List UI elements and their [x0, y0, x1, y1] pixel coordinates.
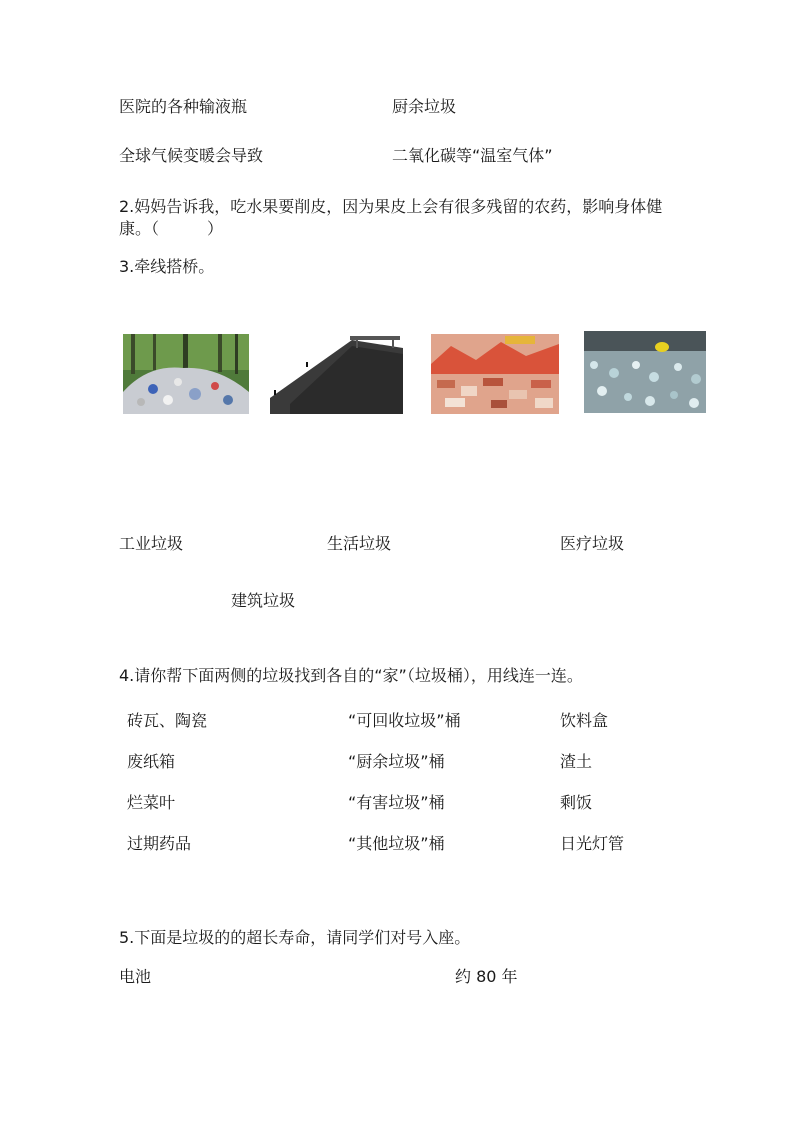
glass-bottles-photo: [584, 331, 706, 413]
q5-title: 5.下面是垃圾的的超长寿命，请同学们对号入座。: [119, 928, 471, 947]
q4-bin-label: “有害垃圾”桶: [348, 793, 445, 812]
q1-row2-right: 二氧化碳等“温室气体”: [392, 146, 553, 165]
q4-right-item: 渣土: [560, 752, 593, 771]
q4-left-item: 废纸箱: [127, 752, 176, 771]
q3-label-construction: 建筑垃圾: [231, 591, 296, 610]
q4-bin-label: “厨余垃圾”桶: [348, 752, 445, 771]
q3-label-household: 生活垃圾: [327, 534, 392, 553]
q4-title: 4.请你帮下面两侧的垃圾找到各自的“家”（垃圾桶），用线连一连。: [119, 666, 583, 685]
q4-bin-label: “其他垃圾”桶: [348, 834, 445, 853]
q4-right-item: 剩饭: [560, 793, 593, 812]
rubbish-pile-photo: [123, 334, 249, 414]
q3-label-medical: 医疗垃圾: [560, 534, 625, 553]
q3-label-industrial: 工业垃圾: [119, 534, 184, 553]
q5-right-item: 约 80 年: [455, 967, 518, 986]
coal-heap-photo: [270, 334, 403, 414]
q4-right-item: 饮料盒: [560, 711, 609, 730]
q4-right-item: 日光灯管: [560, 834, 625, 853]
q2-text: 2.妈妈告诉我，吃水果要削皮，因为果皮上会有很多残留的农药，影响身体健康。（ ）: [119, 197, 663, 238]
q1-row2-left: 全球气候变暖会导致: [119, 146, 264, 165]
q4-left-item: 砖瓦、陶瓷: [127, 711, 208, 730]
q5-left-item: 电池: [119, 967, 152, 986]
construction-debris-photo: [431, 334, 559, 414]
q1-row1-left: 医院的各种输液瓶: [119, 97, 248, 116]
q4-left-item: 烂菜叶: [127, 793, 176, 812]
q1-row1-right: 厨余垃圾: [392, 97, 457, 116]
q4-bin-label: “可回收垃圾”桶: [348, 711, 461, 730]
q3-title: 3.牵线搭桥。: [119, 257, 215, 276]
q4-left-item: 过期药品: [127, 834, 192, 853]
